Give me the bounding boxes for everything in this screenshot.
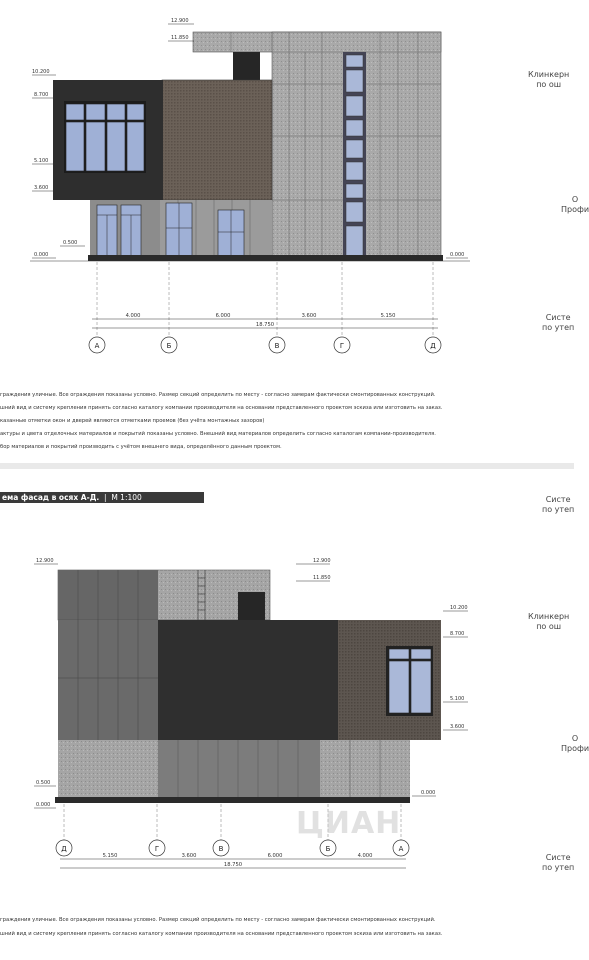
axis-label: В [274, 342, 280, 350]
level-label: 0.000 [421, 790, 436, 796]
facade-1-drawing [0, 0, 574, 460]
axis-label: Б [325, 845, 331, 853]
dim-label: 6.000 [267, 853, 283, 859]
dim-label: 5.150 [102, 853, 118, 859]
note-line: казанные отметки окон и дверей являются отметками проемов (без учёта монтажных зазоров) [0, 418, 265, 424]
sheet-divider [0, 463, 574, 469]
facade-2-drawing [0, 540, 574, 870]
left-volume [58, 620, 158, 740]
legend-label: Систе по утеп [542, 313, 575, 332]
note-line: шний вид и систему крепления принять согласно каталогу компании производителя на основании представленного проектом эскиза или изготовить на заказ. [0, 405, 443, 411]
dim-label: 5.150 [380, 313, 396, 319]
level-label: 5.100 [34, 158, 49, 164]
legend-label: Клинкерн по ош [528, 612, 570, 631]
note-line: бор материалов и покрытий производить с учётом внешнего вида, определённого данным проектом. [0, 444, 282, 450]
dim-label: 4.000 [125, 313, 141, 319]
legend-label: Систе по утеп [542, 853, 575, 872]
level-label: 12.900 [36, 558, 54, 564]
level-label: 8.700 [34, 92, 49, 98]
legend-label: О Профи [561, 734, 589, 753]
dim-label: 6.000 [215, 313, 231, 319]
level-label: 0.000 [450, 252, 465, 258]
axis-label: А [398, 845, 404, 853]
dim-label: 3.600 [301, 313, 317, 319]
axis-label: А [94, 342, 100, 350]
legend-label: Клинкерн по ош [528, 70, 570, 89]
dim-total: 18.750 [255, 322, 275, 328]
axis-label: Д [430, 342, 436, 350]
level-label: 11.850 [313, 575, 331, 581]
level-label: 3.600 [34, 185, 49, 191]
axis-label: Г [154, 845, 160, 853]
level-label: 0.000 [36, 802, 51, 808]
level-label: 12.900 [171, 18, 189, 24]
level-label: 0.500 [36, 780, 51, 786]
axis-label: Б [166, 342, 172, 350]
note-line: шний вид и систему крепления принять согласно каталогу компании производителя на основании представленного проектом эскиза или изготовить на заказ. [0, 931, 443, 937]
parapet-block [238, 592, 265, 620]
axis-label: Д [61, 845, 67, 853]
dim-label: 4.000 [357, 853, 373, 859]
level-label: 10.200 [450, 605, 468, 611]
parapet-block [233, 52, 260, 80]
legend-label: О Профи [561, 195, 589, 214]
level-label: 3.600 [450, 724, 465, 730]
legend-label: Систе по утеп [542, 495, 575, 514]
note-line: граждения уличные. Все ограждения показаны условно. Размер секций определить по месту - согласно замерам фактически смонтированных конструкций. [0, 917, 436, 923]
axis-label: В [218, 845, 224, 853]
note-line: актуры и цвета отделочных материалов и покрытий показаны условно. Внешний вид материалов определить согласно каталогам компании-производителя. [0, 431, 436, 437]
note-line: граждения уличные. Все ограждения показаны условно. Размер секций определить по месту - согласно замерам фактически смонтированных конструкций. [0, 392, 436, 398]
clinker-volume [162, 80, 272, 200]
level-label: 11.850 [171, 35, 189, 41]
ground-strip [88, 255, 443, 261]
level-label: 0.000 [34, 252, 49, 258]
watermark: ЦИАН [296, 806, 402, 841]
dim-total: 18.750 [223, 862, 243, 868]
dark-volume [158, 620, 338, 740]
level-label: 0.500 [63, 240, 78, 246]
section-banner: ема фасад в осях А-Д. | М 1:100 [0, 492, 204, 503]
level-label: 10.200 [32, 69, 50, 75]
dark-panels-top [58, 570, 158, 620]
level-label: 8.700 [450, 631, 465, 637]
level-label: 12.900 [313, 558, 331, 564]
axis-label: Г [339, 342, 345, 350]
dim-label: 3.600 [181, 853, 197, 859]
level-label: 5.100 [450, 696, 465, 702]
ground-strip [55, 797, 410, 803]
